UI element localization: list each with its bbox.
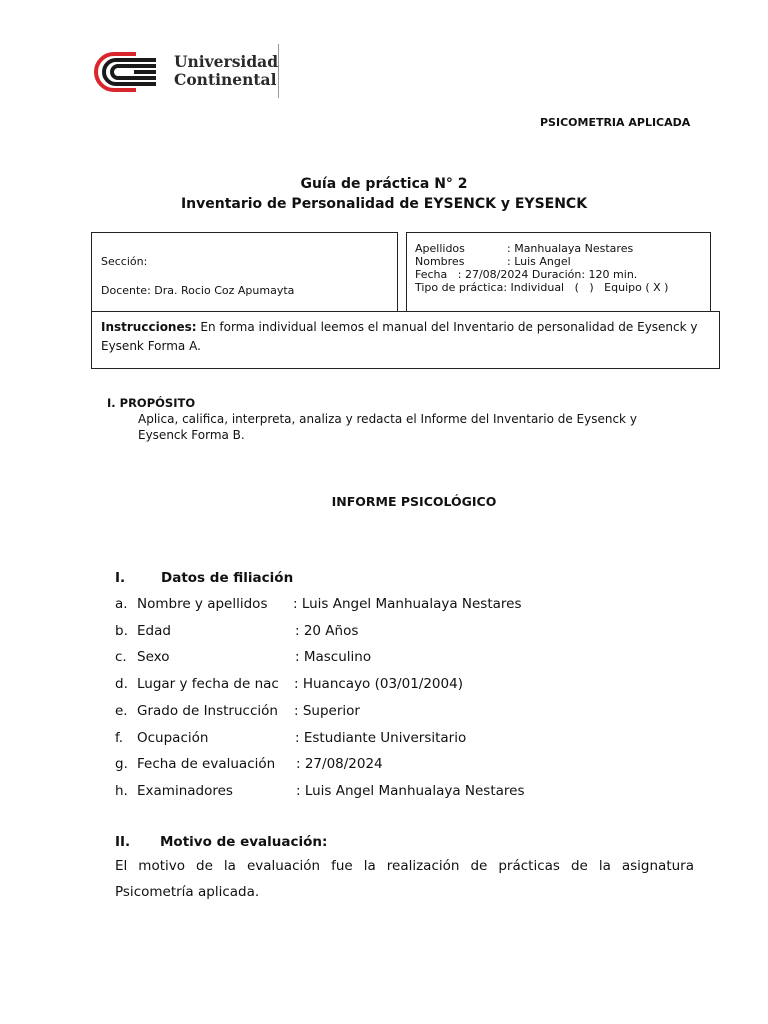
filiation-value: : Masculino	[295, 649, 372, 666]
filiation-value: : 20 Años	[295, 622, 359, 639]
filiation-row	[0, 698, 768, 724]
filiation-row	[0, 618, 768, 644]
filiation-row	[0, 751, 768, 777]
filiation-value: : Luis Angel Manhualaya Nestares	[293, 596, 522, 612]
apellidos-value: : Manhualaya Nestares	[507, 242, 634, 255]
filiation-label: Ocupación	[137, 729, 209, 746]
course-name: PSICOMETRIA APLICADA	[540, 116, 691, 129]
university-logo	[90, 42, 280, 100]
filiation-letter: d.	[115, 676, 128, 693]
teacher-label: Docente: Dra. Rocio Coz Apumayta	[101, 284, 295, 297]
filiation-letter: h.	[115, 782, 128, 799]
nombres-label: Nombres	[415, 255, 465, 268]
guide-title: Guía de práctica N° 2	[300, 176, 468, 192]
motivo-text: El motivo de la evaluación fue la realización de prácticas de la asignatura Psicometría aplicada.	[115, 858, 694, 900]
logo-text-line2: Continental	[174, 70, 277, 89]
filiation-heading: Datos de filiación	[161, 570, 294, 586]
tipo-practica: Tipo de práctica: Individual ( ) Equipo ( X )	[415, 281, 669, 294]
filiation-row	[0, 725, 768, 751]
filiation-value: : Huancayo (03/01/2004)	[294, 676, 463, 693]
section-label: Sección:	[101, 255, 148, 268]
fecha-duracion: Fecha : 27/08/2024 Duración: 120 min.	[415, 268, 638, 281]
purpose-text: Aplica, califica, interpreta, analiza y redacta el Informe del Inventario de Eysenck y Eysenck Forma B.	[138, 412, 637, 442]
purpose-heading: I. PROPÓSITO	[107, 396, 196, 410]
instructions-box	[91, 311, 720, 369]
filiation-value: : Estudiante Universitario	[295, 729, 467, 746]
filiation-letter: e.	[115, 702, 128, 719]
filiation-row	[0, 671, 768, 697]
filiation-letter: a.	[115, 596, 128, 612]
filiation-row	[0, 591, 768, 617]
filiation-label: Grado de Instrucción	[137, 702, 278, 719]
filiation-label: Edad	[137, 622, 171, 639]
filiation-value: : Luis Angel Manhualaya Nestares	[296, 782, 525, 799]
filiation-label: Examinadores	[137, 782, 233, 799]
student-info-box	[406, 232, 711, 312]
filiation-letter: b.	[115, 622, 128, 639]
filiation-letter: g.	[115, 756, 128, 773]
apellidos-label: Apellidos	[415, 242, 465, 255]
instructions-paragraph	[101, 318, 713, 356]
section-teacher-box	[91, 232, 398, 312]
instructions-text: En forma individual leemos el manual del Inventario de personalidad de Eysenck y Eysenk Forma A.	[101, 320, 698, 353]
filiation-row	[0, 644, 768, 670]
filiation-letter: c.	[115, 649, 127, 666]
report-title: INFORME PSICOLÓGICO	[331, 494, 497, 509]
filiation-label: Lugar y fecha de nac	[137, 676, 279, 693]
filiation-value: : Superior	[294, 702, 360, 719]
instructions-label: Instrucciones:	[101, 320, 197, 334]
motivo-heading: Motivo de evaluación:	[160, 834, 328, 850]
guide-subtitle: Inventario de Personalidad de EYSENCK y EYSENCK	[180, 196, 588, 212]
filiation-letter: f.	[115, 729, 124, 746]
logo-mark-icon	[94, 50, 160, 94]
filiation-value: : 27/08/2024	[296, 756, 383, 773]
filiation-row	[0, 778, 768, 804]
filiation-label: Fecha de evaluación	[137, 756, 276, 773]
nombres-value: : Luis Angel	[507, 255, 571, 268]
filiation-number: I.	[115, 570, 126, 586]
logo-divider	[278, 44, 279, 98]
filiation-label: Sexo	[137, 649, 170, 666]
filiation-label: Nombre y apellidos	[137, 596, 268, 612]
motivo-number: II.	[115, 834, 131, 850]
logo-text-line1: Universidad	[174, 52, 279, 71]
